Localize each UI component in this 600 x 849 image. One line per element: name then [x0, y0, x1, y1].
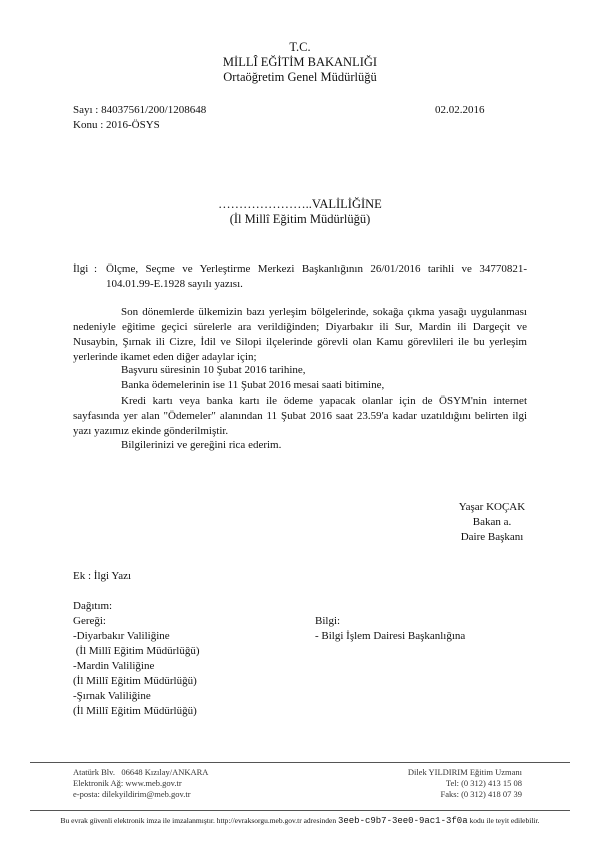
- distribution-gereg: [73, 614, 200, 719]
- gereg-item: (İl Millî Eğitim Müdürlüğü): [73, 675, 197, 687]
- footer-email: e-posta: dilekyildirim@meb.gov.tr: [73, 789, 191, 799]
- bilgi-item: - Bilgi İşlem Dairesi Başkanlığına: [315, 630, 466, 642]
- document-number: Sayı : 84037561/200/1208648: [73, 104, 207, 116]
- verification-divider: [30, 810, 570, 811]
- addressee-directorate: (İl Millî Eğitim Müdürlüğü): [229, 212, 371, 226]
- signer-name: Yaşar KOÇAK: [458, 501, 526, 513]
- footer-divider: [30, 762, 570, 763]
- footer-street: Atatürk Blv. 06648 Kızılay/ANKARA: [73, 767, 209, 777]
- letterhead-ministry: MİLLÎ EĞİTİM BAKANLIĞI: [222, 55, 378, 69]
- document-date: 02.02.2016: [435, 104, 485, 116]
- letterhead-tc: T.C.: [289, 40, 311, 54]
- footer-phone: Tel: (0 312) 413 15 08: [445, 778, 522, 788]
- distribution-heading: Dağıtım:: [73, 600, 113, 612]
- gereg-label: Gereği:: [73, 615, 106, 627]
- signer-title-2: Daire Başkanı: [460, 531, 524, 543]
- signer-title-1: Bakan a.: [472, 516, 512, 528]
- distribution-bilgi: [315, 614, 465, 644]
- body-closing: Bilgilerinizi ve gereğini rica ederim.: [121, 439, 282, 451]
- attachment-note: Ek : İlgi Yazı: [73, 570, 132, 582]
- document-subject: Konu : 2016-ÖSYS: [73, 119, 160, 131]
- footer-contact: [360, 767, 522, 800]
- bilgi-label: Bilgi:: [315, 615, 341, 627]
- gereg-item: (İl Millî Eğitim Müdürlüğü): [73, 645, 200, 657]
- ilgi-text: Ölçme, Seçme ve Yerleştirme Merkezi Başkanlığının 26/01/2016 tarihli ve 34770821-104.01.99-E.1928 sayılı yazısı.: [106, 263, 527, 290]
- footer-website: Elektronik Ağ: www.meb.gov.tr: [73, 778, 182, 788]
- body-paragraph-2: Başvuru süresinin 10 Şubat 2016 tarihine,: [121, 364, 306, 376]
- gereg-item: (İl Millî Eğitim Müdürlüğü): [73, 705, 197, 717]
- body-paragraph-4: Kredi kartı veya banka kartı ile ödeme yapacak olanlar için de ÖSYM'nin internet sayfasında yer alan "Ödemeler" alanından 11 Şubat 2016 saat 23.59'a kadar uzatıldığını belirten ilgi yazı yazımız ekinde gönderilmiştir.: [73, 395, 527, 437]
- body-paragraph-3: Banka ödemelerinin ise 11 Şubat 2016 mesai saati bitimine,: [121, 379, 385, 391]
- addressee: [0, 197, 600, 227]
- ilgi-label: İlgi: [73, 263, 89, 275]
- signature-block: [440, 500, 544, 545]
- body-paragraph-1: Son dönemlerde ülkemizin bazı yerleşim bölgelerinde, sokağa çıkma yasağı uygulanması nedeniyle eğitime geçici sürelerle ara verildiğinden; Diyarbakır ili Sur, Mardin ili Dargeçit ve Nusaybin, Şırnak ili Cizre, İdil ve Silopi ilçelerinde görevli olan Kamu görevlileri ile bu yerleşim yerlerinde ikamet eden diğer adaylar için;: [73, 306, 527, 363]
- gereg-item: -Mardin Valiliğine: [73, 660, 155, 672]
- ilgi-colon: :: [94, 263, 98, 275]
- letterhead: [0, 40, 600, 85]
- gereg-item: -Diyarbakır Valiliğine: [73, 630, 170, 642]
- gereg-item: -Şırnak Valiliğine: [73, 690, 151, 702]
- footer-fax: Faks: (0 312) 418 07 39: [440, 789, 522, 799]
- verification-code: 3eeb-c9b7-3ee0-9ac1-3f0a: [337, 816, 468, 826]
- footer-address: [73, 767, 208, 800]
- footer-contact-person: Dilek YILDIRIM Eğitim Uzmanı: [407, 767, 522, 777]
- letterhead-directorate: Ortaöğretim Genel Müdürlüğü: [223, 70, 377, 84]
- verification-line: [30, 815, 570, 827]
- verification-text: Bu evrak güvenli elektronik imza ile imzalanmıştır. http://evraksorgu.meb.gov.tr adresinden: [60, 816, 337, 825]
- addressee-governorship: …………………..VALİLİĞİNE: [218, 197, 382, 211]
- verification-suffix: kodu ile teyit edilebilir.: [469, 816, 540, 825]
